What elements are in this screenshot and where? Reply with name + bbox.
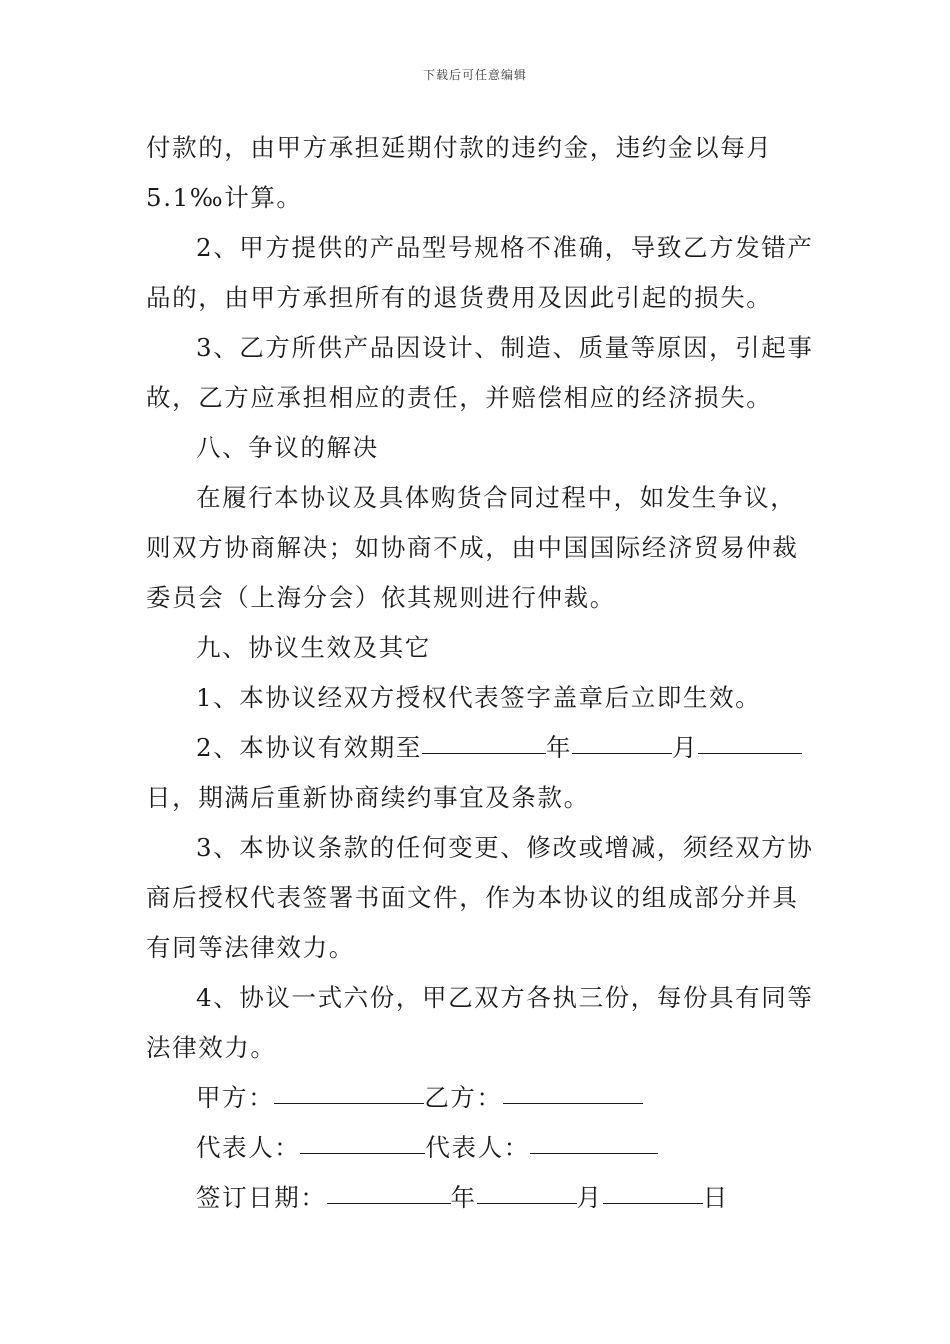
clause-copies: 4、协议一式六份，甲乙双方各执三份，每份具有同等 bbox=[196, 983, 814, 1012]
party-b-blank[interactable] bbox=[503, 1073, 643, 1104]
paragraph-line: 委员会（上海分会）依其规则进行仲裁。 bbox=[146, 583, 616, 612]
paragraph-line: 有同等法律效力。 bbox=[146, 933, 355, 962]
paragraph-line: 则双方协商解决；如协商不成，由中国国际经济贸易仲裁 bbox=[146, 533, 799, 562]
party-a-blank[interactable] bbox=[274, 1073, 424, 1104]
rep-b-label: 代表人： bbox=[425, 1133, 530, 1162]
sign-day-blank[interactable] bbox=[603, 1173, 703, 1204]
party-b-label: 乙方： bbox=[424, 1083, 503, 1112]
clause-effect-1: 1、本协议经双方授权代表签字盖章后立即生效。 bbox=[196, 683, 762, 712]
sign-date-label: 签订日期： bbox=[196, 1183, 327, 1212]
month-label: 月 bbox=[672, 733, 699, 762]
document-body bbox=[146, 123, 814, 1223]
clause-validity bbox=[146, 723, 806, 773]
year-label: 年 bbox=[546, 733, 573, 762]
sign-month-blank[interactable] bbox=[477, 1173, 577, 1204]
rep-a-label: 代表人： bbox=[196, 1133, 301, 1162]
dispute-paragraph: 在履行本协议及具体购货合同过程中，如发生争议， bbox=[196, 483, 797, 512]
page-header: 下载后可任意编辑 bbox=[422, 68, 527, 82]
sign-year-blank[interactable] bbox=[327, 1173, 451, 1204]
sign-day-label: 日 bbox=[702, 1183, 729, 1212]
section-heading-dispute: 八、争议的解决 bbox=[196, 433, 379, 462]
paragraph-line: 5.1‰计算。 bbox=[146, 183, 303, 212]
signature-rep-row bbox=[146, 1123, 806, 1173]
sign-month-label: 月 bbox=[576, 1183, 603, 1212]
validity-month-blank[interactable] bbox=[572, 723, 672, 754]
clause-3: 3、乙方所供产品因设计、制造、质量等原因，引起事 bbox=[196, 333, 814, 362]
party-a-label: 甲方： bbox=[196, 1083, 275, 1112]
signature-party-row bbox=[146, 1073, 806, 1123]
sign-year-label: 年 bbox=[450, 1183, 477, 1212]
validity-day-blank[interactable] bbox=[698, 723, 802, 754]
signature-date-row bbox=[146, 1173, 806, 1223]
rep-b-blank[interactable] bbox=[530, 1123, 658, 1154]
clause-2: 2、甲方提供的产品型号规格不准确，导致乙方发错产 bbox=[196, 233, 814, 262]
paragraph-line: 故，乙方应承担相应的责任，并赔偿相应的经济损失。 bbox=[146, 383, 773, 412]
section-heading-effect: 九、协议生效及其它 bbox=[196, 633, 431, 662]
paragraph-line: 品的，由甲方承担所有的退货费用及因此引起的损失。 bbox=[146, 283, 773, 312]
clause-amendment: 3、本协议条款的任何变更、修改或增减，须经双方协 bbox=[196, 833, 814, 862]
paragraph-line: 付款的，由甲方承担延期付款的违约金，违约金以每月 bbox=[146, 133, 773, 162]
validity-year-blank[interactable] bbox=[422, 723, 546, 754]
validity-text: 2、本协议有效期至 bbox=[196, 733, 422, 762]
rep-a-blank[interactable] bbox=[300, 1123, 425, 1154]
paragraph-line: 法律效力。 bbox=[146, 1033, 277, 1062]
paragraph-line: 日，期满后重新协商续约事宜及条款。 bbox=[146, 783, 590, 812]
paragraph-line: 商后授权代表签署书面文件，作为本协议的组成部分并具 bbox=[146, 883, 799, 912]
